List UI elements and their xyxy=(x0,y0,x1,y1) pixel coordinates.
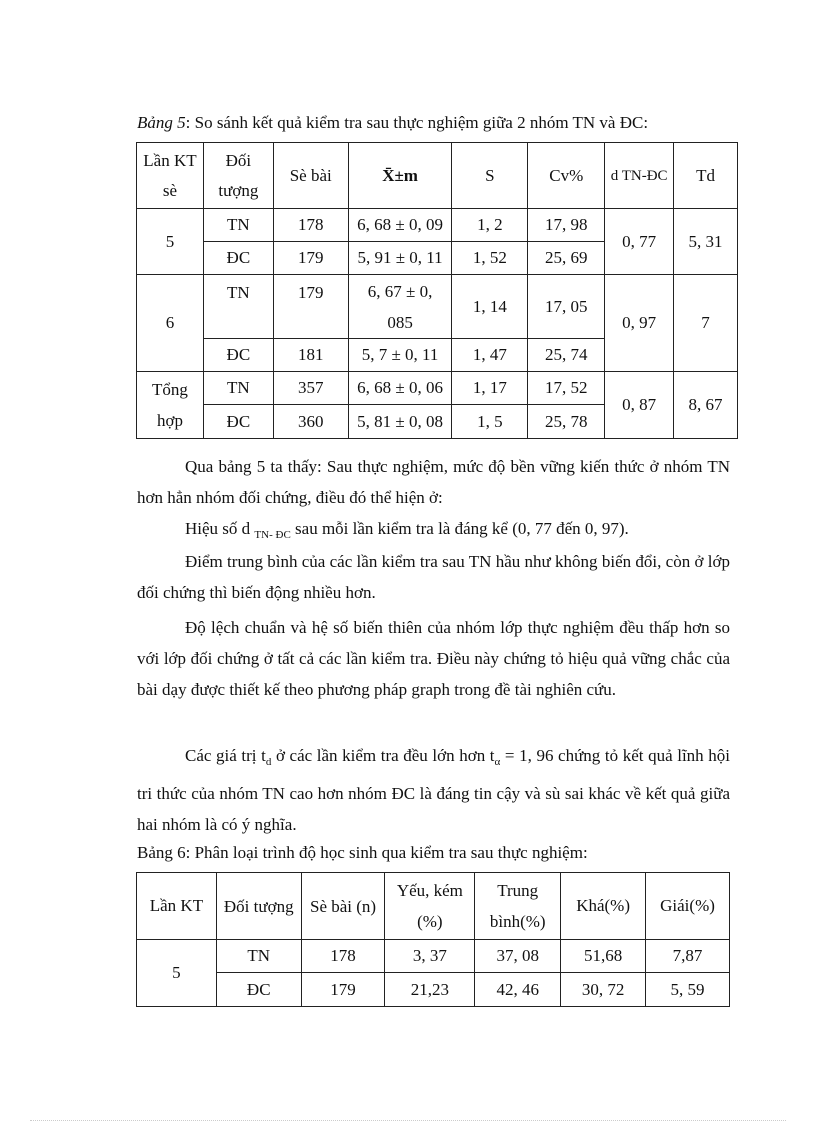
cell-kha: 30, 72 xyxy=(561,973,646,1007)
cell-td: 8, 67 xyxy=(674,372,738,439)
cell-yeu: 21,23 xyxy=(385,973,475,1007)
cell-mean: 5, 7 ± 0, 11 xyxy=(348,339,452,372)
cell-mean: 6, 67 ± 0, 085 xyxy=(348,275,452,339)
paragraph-1: Qua bảng 5 ta thấy: Sau thực nghiệm, mức độ bền vững kiến thức ở nhóm TN hơn hẳn nhóm đối chứng, điều đó thể hiện ở: xyxy=(137,457,730,507)
header-lan: Lần KT xyxy=(137,873,217,940)
table-header-row xyxy=(137,143,738,209)
cell-gioi: 7,87 xyxy=(646,940,730,973)
cell-doi: TN xyxy=(216,940,301,973)
cell-lan: Tổng hợp xyxy=(137,372,204,439)
header-doi-tuong: Đối tượng xyxy=(203,143,273,209)
cell-s: 1, 52 xyxy=(452,242,528,275)
cell-s: 1, 14 xyxy=(452,275,528,339)
cell-doi: TN xyxy=(203,209,273,242)
table-6 xyxy=(136,872,730,1007)
cell-s: 1, 17 xyxy=(452,372,528,405)
cell-sobai: 179 xyxy=(301,973,385,1007)
cell-sobai: 357 xyxy=(273,372,348,405)
cell-lan: 5 xyxy=(137,940,217,1007)
table6-caption: Bảng 6: Phân loại trình độ học sinh qua kiểm tra sau thực nghiệm: xyxy=(137,843,588,862)
cell-cv: 17, 52 xyxy=(528,372,605,405)
header-so-bai: Sè bài xyxy=(273,143,348,209)
table-row xyxy=(137,275,738,339)
cell-doi: ĐC xyxy=(203,339,273,372)
cell-tb: 42, 46 xyxy=(475,973,561,1007)
header-lan: Lần KT sè xyxy=(137,143,204,209)
cell-mean: 6, 68 ± 0, 06 xyxy=(348,372,452,405)
cell-sobai: 181 xyxy=(273,339,348,372)
table-header-row xyxy=(137,873,730,940)
header-yeu: Yếu, kém (%) xyxy=(385,873,475,940)
cell-tb: 37, 08 xyxy=(475,940,561,973)
cell-d: 0, 97 xyxy=(605,275,674,372)
table-row xyxy=(137,940,730,973)
cell-gioi: 5, 59 xyxy=(646,973,730,1007)
cell-td: 5, 31 xyxy=(674,209,738,275)
cell-sobai: 179 xyxy=(273,242,348,275)
cell-s: 1, 2 xyxy=(452,209,528,242)
header-d: d TN-ĐC xyxy=(605,143,674,209)
cell-cv: 17, 05 xyxy=(528,275,605,339)
cell-sobai: 178 xyxy=(301,940,385,973)
paragraph-4: Độ lệch chuẩn và hệ số biến thiên của nhóm lớp thực nghiệm đều thấp hơn so với lớp đối chứng ở tất cả các lần kiểm tra. Điều này chứng tỏ hiệu quả vững chắc của bài dạy được thiết kế theo phương pháp graph trong đề tài nghiên cứu. xyxy=(137,618,730,699)
header-tb: Trung bình(%) xyxy=(475,873,561,940)
page-bottom-rule xyxy=(30,1120,786,1121)
header-td: Td xyxy=(674,143,738,209)
header-mean: X̄±m xyxy=(348,143,452,209)
cell-s: 1, 5 xyxy=(452,405,528,439)
cell-d: 0, 77 xyxy=(605,209,674,275)
header-cv: Cv% xyxy=(528,143,605,209)
cell-doi: ĐC xyxy=(216,973,301,1007)
cell-cv: 17, 98 xyxy=(528,209,605,242)
paragraph-3: Điểm trung bình của các lần kiểm tra sau TN hầu như không biến đổi, còn ở lớp đối chứng thì biến động nhiều hơn. xyxy=(137,552,730,602)
cell-lan: 6 xyxy=(137,275,204,372)
cell-d: 0, 87 xyxy=(605,372,674,439)
cell-sobai: 178 xyxy=(273,209,348,242)
cell-doi: ĐC xyxy=(203,405,273,439)
header-gioi: Giái(%) xyxy=(646,873,730,940)
header-doi-tuong: Đối tượng xyxy=(216,873,301,940)
table5-caption: Bảng 5: So sánh kết quả kiểm tra sau thực nghiệm giữa 2 nhóm TN và ĐC: xyxy=(137,113,649,132)
cell-sobai: 179 xyxy=(273,275,348,339)
cell-sobai: 360 xyxy=(273,405,348,439)
cell-mean: 5, 81 ± 0, 08 xyxy=(348,405,452,439)
header-so-bai: Sè bài (n) xyxy=(301,873,385,940)
cell-doi: ĐC xyxy=(203,242,273,275)
cell-kha: 51,68 xyxy=(561,940,646,973)
header-kha: Khá(%) xyxy=(561,873,646,940)
cell-doi: TN xyxy=(203,372,273,405)
cell-yeu: 3, 37 xyxy=(385,940,475,973)
cell-td: 7 xyxy=(674,275,738,372)
cell-cv: 25, 78 xyxy=(528,405,605,439)
table-5 xyxy=(136,142,738,439)
table-row xyxy=(137,973,730,1007)
header-s: S xyxy=(452,143,528,209)
cell-mean: 6, 68 ± 0, 09 xyxy=(348,209,452,242)
table-row xyxy=(137,209,738,242)
cell-cv: 25, 74 xyxy=(528,339,605,372)
cell-doi: TN xyxy=(203,275,273,339)
paragraph-2: Hiệu số d $_{TN- ĐC}$ sau mỗi lần kiểm tra là đáng kể (0, 77 đến 0, 97). xyxy=(185,519,629,541)
cell-mean: 5, 91 ± 0, 11 xyxy=(348,242,452,275)
cell-s: 1, 47 xyxy=(452,339,528,372)
cell-lan: 5 xyxy=(137,209,204,275)
cell-cv: 25, 69 xyxy=(528,242,605,275)
paragraph-5: Các giá trị $t_d$ ở các lần kiểm tra đều lớn hơn $t_\alpha = 1$, 96 chứng tỏ kết quả lĩnh hội tri thức của nhóm TN cao hơn nhóm ĐC là đáng tin cậy và sù sai khác về kết quả giữa hai nhóm là có ý nghĩa. xyxy=(137,746,731,834)
table-row xyxy=(137,372,738,405)
